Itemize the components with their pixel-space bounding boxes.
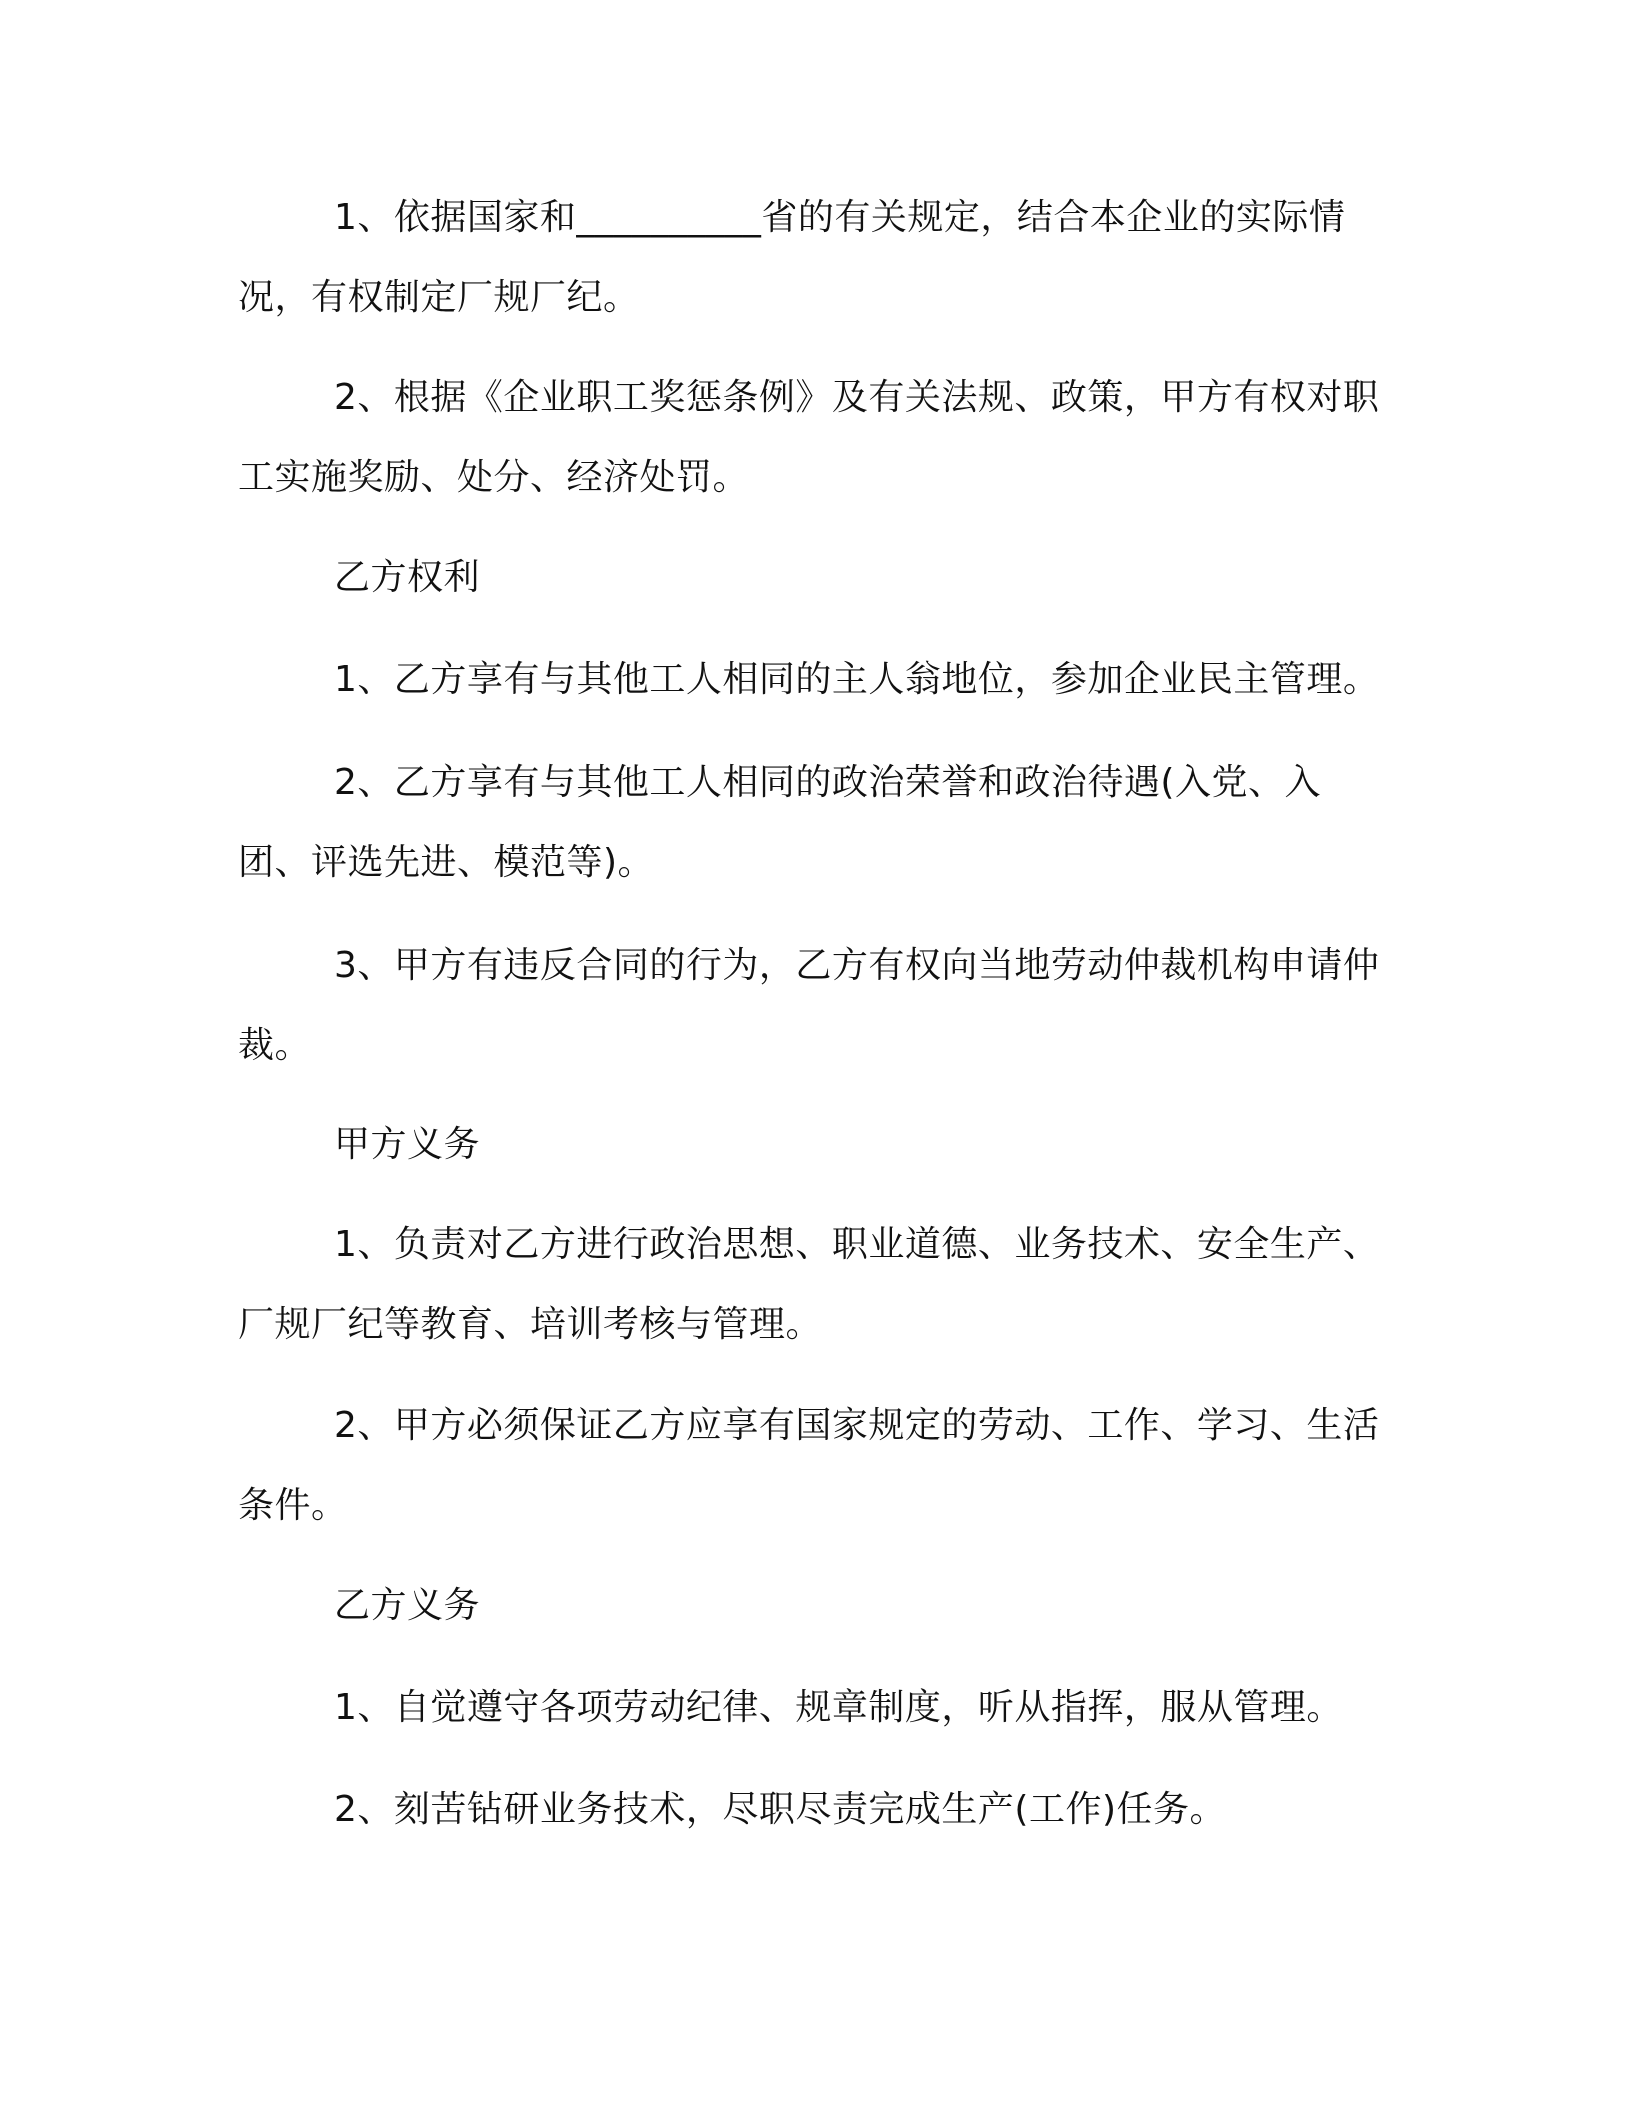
party-a-duty-2: 2、甲方必须保证乙方应享有国家规定的劳动、工作、学习、生活条件。 [238, 1405, 1380, 1526]
section-heading-party-b-duties: 乙方义务 [334, 1585, 481, 1626]
section-heading-party-a-duties: 甲方义务 [334, 1124, 481, 1165]
party-a-right-1: 1、依据国家和__________省的有关规定，结合本企业的实际情况，有权制定厂规厂纪。 [238, 197, 1346, 318]
party-b-right-1: 1、乙方享有与其他工人相同的主人翁地位，参加企业民主管理。 [334, 659, 1380, 700]
party-a-duty-1: 1、负责对乙方进行政治思想、职业道德、业务技术、安全生产、厂规厂纪等教育、培训考核与管理。 [238, 1224, 1380, 1345]
section-heading-party-b-rights: 乙方权利 [334, 557, 481, 598]
party-b-duty-1: 1、自觉遵守各项劳动纪律、规章制度，听从指挥，服从管理。 [334, 1687, 1343, 1728]
party-a-right-2: 2、根据《企业职工奖惩条例》及有关法规、政策，甲方有权对职工实施奖励、处分、经济处罚。 [238, 377, 1380, 498]
party-b-right-3: 3、甲方有违反合同的行为，乙方有权向当地劳动仲裁机构申请仲裁。 [238, 945, 1380, 1066]
party-b-duty-2: 2、刻苦钻研业务技术，尽职尽责完成生产(工作)任务。 [334, 1789, 1226, 1830]
party-b-right-2: 2、乙方享有与其他工人相同的政治荣誉和政治待遇(入党、入团、评选先进、模范等)。 [238, 762, 1321, 883]
